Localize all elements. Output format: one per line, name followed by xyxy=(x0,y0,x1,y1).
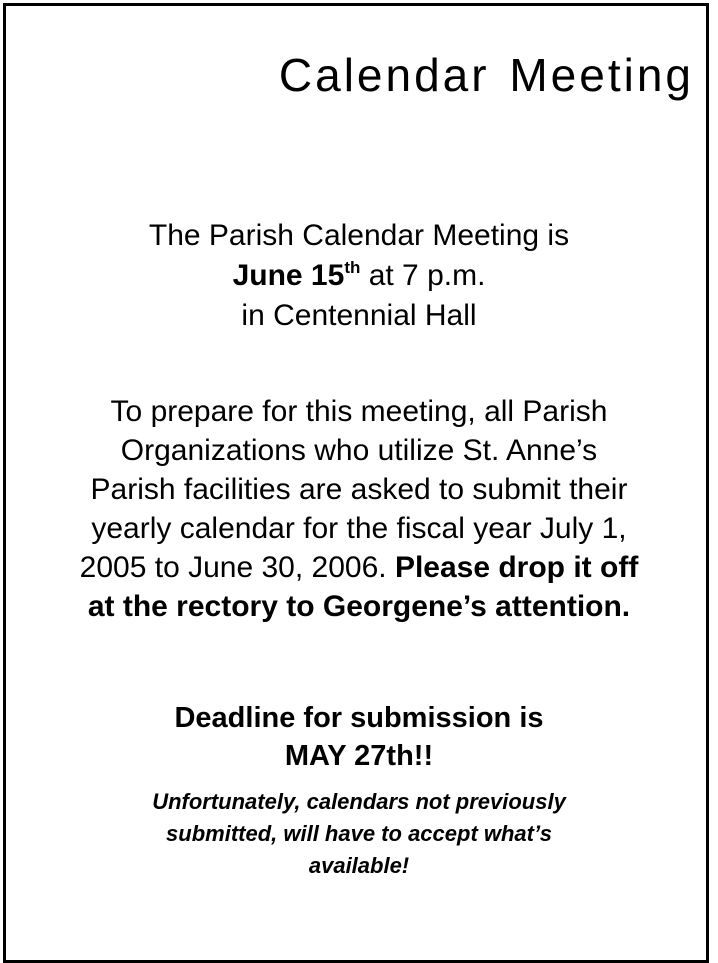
late-submission-notice xyxy=(10,786,708,882)
notice-line-2: submitted, will have to accept what’s xyxy=(166,821,552,846)
meeting-date: June 15th xyxy=(232,258,361,292)
meeting-date-time xyxy=(10,256,708,296)
deadline-section xyxy=(10,699,708,775)
instructions-line-3: Parish facilities are asked to submit their xyxy=(90,473,628,506)
meeting-location: in Centennial Hall xyxy=(241,299,477,332)
page-title: Calendar Meeting xyxy=(278,49,694,101)
drop-off-location: at the rectory to Georgene’s attention. xyxy=(87,590,631,623)
date-ordinal-suffix: th xyxy=(344,258,361,277)
meeting-time: at 7 p.m. xyxy=(360,259,486,292)
notice-line-3: available! xyxy=(308,853,410,878)
meeting-announcement xyxy=(10,216,708,336)
drop-off-instruction: Please drop it off xyxy=(394,551,639,584)
announcement-intro: The Parish Calendar Meeting is xyxy=(148,219,570,252)
deadline-label: Deadline for submission is xyxy=(174,702,544,734)
deadline-date: MAY 27th!! xyxy=(284,740,434,772)
preparation-instructions xyxy=(10,392,708,626)
fiscal-year-range: 2005 to June 30, 2006. xyxy=(79,551,395,584)
notice-line-1: Unfortunately, calendars not previously xyxy=(152,789,566,814)
instructions-line-2: Organizations who utilize St. Anne’s xyxy=(120,434,598,467)
notice-emphasis-word: Unfortunately xyxy=(152,789,295,814)
instructions-line-4: yearly calendar for the fiscal year July 1, xyxy=(91,512,627,545)
instructions-line-1: To prepare for this meeting, all Parish xyxy=(110,395,608,428)
instructions-line-6 xyxy=(10,587,708,626)
instructions-line-5 xyxy=(10,548,708,587)
